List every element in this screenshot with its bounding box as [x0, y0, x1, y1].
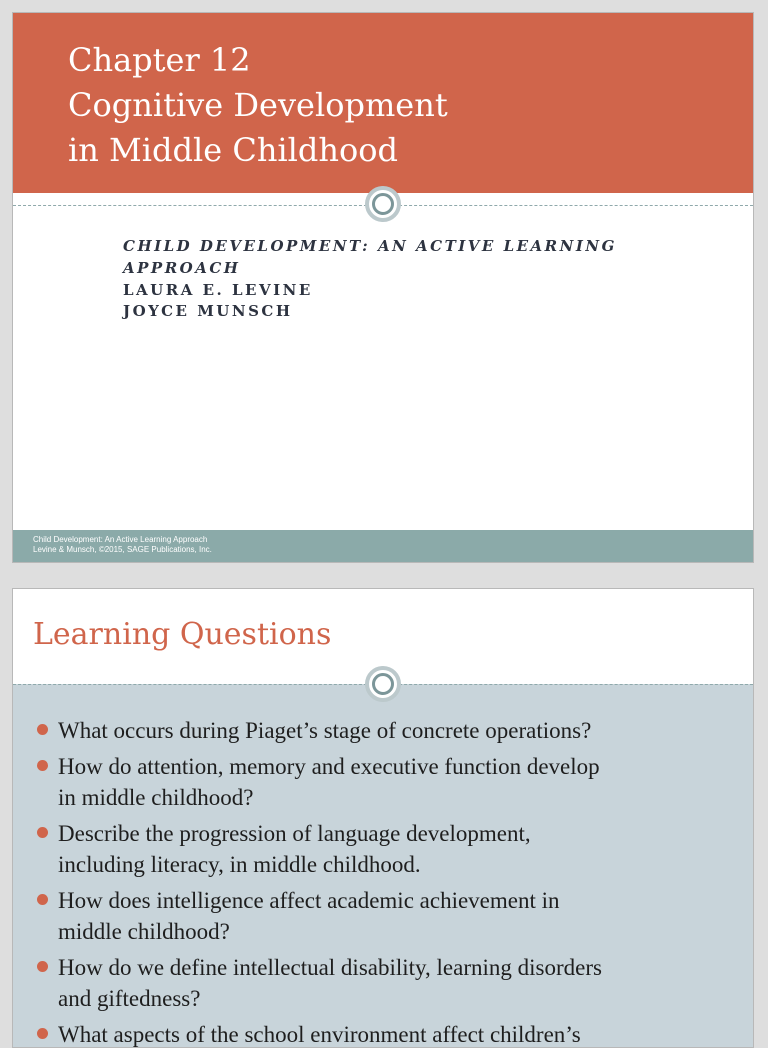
chapter-title-line-1: Chapter 12 — [68, 41, 251, 79]
bullet-dot-icon — [37, 724, 48, 735]
bullet-text-line: including literacy, in middle childhood. — [58, 852, 421, 877]
bullet-text-line: How do attention, memory and executive function develop — [58, 754, 600, 779]
bullet-text-line: How does intelligence affect academic achievement in — [58, 888, 560, 913]
bullet-dot-icon — [37, 1028, 48, 1039]
bullet-text-line: What aspects of the school environment affect children’s — [58, 1022, 581, 1047]
list-item — [35, 952, 735, 1014]
footer-line-2: Levine & Munsch, ©2015, SAGE Publications, Inc. — [33, 545, 212, 554]
bullet-list — [35, 715, 735, 1048]
list-item — [35, 751, 735, 813]
bullet-dot-icon — [37, 827, 48, 838]
list-item — [35, 715, 735, 746]
bullet-text-line: How do we define intellectual disability, learning disorders — [58, 955, 602, 980]
bullet-text-line: in middle childhood? — [58, 785, 254, 810]
author-1: LAURA E. LEVINE — [123, 281, 313, 299]
book-title-line-2: APPROACH — [123, 259, 241, 277]
list-item — [35, 818, 735, 880]
bullet-dot-icon — [37, 961, 48, 972]
bullet-dot-icon — [37, 894, 48, 905]
slide-title: Learning Questions — [33, 617, 332, 652]
title-band — [13, 13, 753, 193]
bullet-text-line: Describe the progression of language development, — [58, 821, 531, 846]
bullet-text-line: and giftedness? — [58, 986, 201, 1011]
bullet-text-line: middle childhood? — [58, 919, 230, 944]
book-title-line-1: CHILD DEVELOPMENT: AN ACTIVE LEARNING — [123, 237, 617, 255]
ring-ornament-icon — [365, 186, 401, 222]
title-slide — [12, 12, 754, 563]
author-2: JOYCE MUNSCH — [123, 302, 293, 320]
footer-line-1: Child Development: An Active Learning Approach — [33, 535, 208, 544]
list-item — [35, 1019, 735, 1048]
footer-band — [13, 530, 753, 562]
learning-questions-slide — [12, 588, 754, 1048]
list-item — [35, 885, 735, 947]
bullet-dot-icon — [37, 760, 48, 771]
bullet-text-line: What occurs during Piaget’s stage of concrete operations? — [58, 718, 592, 743]
ring-ornament-icon — [365, 666, 401, 702]
chapter-title-line-2: Cognitive Development — [68, 86, 448, 124]
chapter-title-line-3: in Middle Childhood — [68, 131, 398, 169]
